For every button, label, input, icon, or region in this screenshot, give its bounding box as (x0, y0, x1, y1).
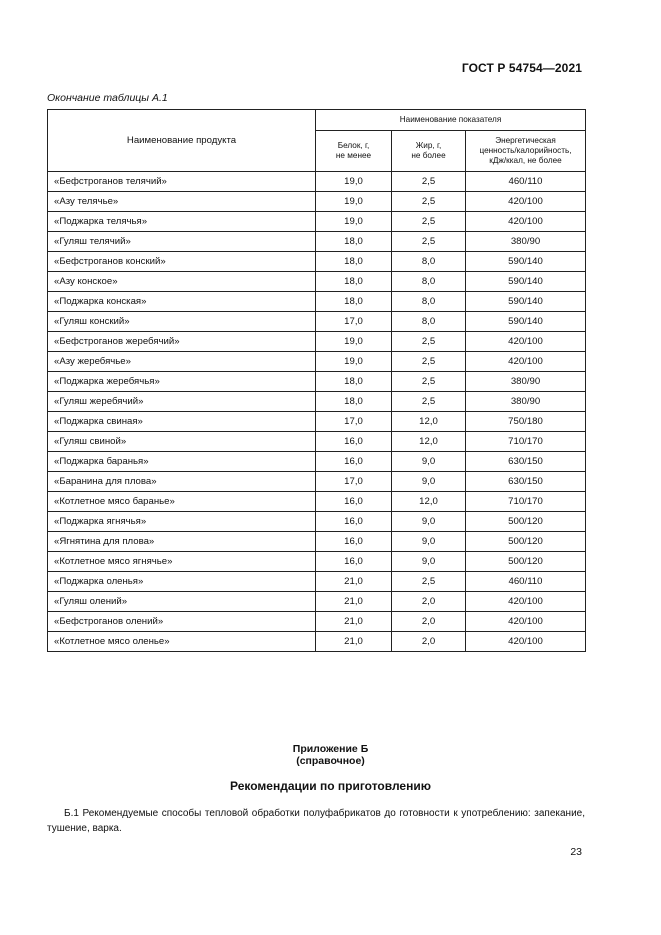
product-name-cell: «Бефстроганов жеребячий» (48, 332, 316, 352)
product-name-cell: «Азу конское» (48, 272, 316, 292)
fat-cell: 9,0 (392, 452, 466, 472)
table-row (48, 372, 586, 392)
table-caption: Окончание таблицы А.1 (47, 92, 168, 104)
table-body (48, 172, 586, 652)
fat-cell: 12,0 (392, 432, 466, 452)
fat-cell: 2,5 (392, 572, 466, 592)
protein-cell: 18,0 (316, 392, 392, 412)
protein-cell: 21,0 (316, 612, 392, 632)
protein-cell: 16,0 (316, 492, 392, 512)
fat-cell: 8,0 (392, 272, 466, 292)
energy-cell: 420/100 (466, 632, 586, 652)
paragraph-b1: Б.1 Рекомендуемые способы тепловой обработки полуфабрикатов до готовности к употреблению: запекание, тушение, варка. (47, 808, 585, 834)
table-row (48, 312, 586, 332)
fat-cell: 8,0 (392, 292, 466, 312)
product-name-cell: «Котлетное мясо ягнячье» (48, 552, 316, 572)
standard-code: ГОСТ Р 54754—2021 (461, 61, 582, 75)
energy-cell: 420/100 (466, 352, 586, 372)
table-row (48, 632, 586, 652)
protein-cell: 19,0 (316, 212, 392, 232)
energy-cell: 380/90 (466, 372, 586, 392)
energy-cell: 710/170 (466, 432, 586, 452)
energy-cell: 500/120 (466, 532, 586, 552)
table-row (48, 512, 586, 532)
fat-cell: 2,0 (392, 592, 466, 612)
table-row (48, 412, 586, 432)
table-row (48, 592, 586, 612)
product-name-cell: «Бефстроганов конский» (48, 252, 316, 272)
energy-cell: 500/120 (466, 552, 586, 572)
nutrition-table (47, 109, 586, 652)
table-row (48, 552, 586, 572)
energy-cell: 380/90 (466, 232, 586, 252)
fat-cell: 12,0 (392, 492, 466, 512)
fat-cell: 2,5 (392, 352, 466, 372)
protein-cell: 18,0 (316, 372, 392, 392)
energy-cell: 420/100 (466, 212, 586, 232)
table-row (48, 352, 586, 372)
product-name-cell: «Гуляш конский» (48, 312, 316, 332)
table-row (48, 252, 586, 272)
fat-cell: 8,0 (392, 252, 466, 272)
fat-cell: 2,0 (392, 612, 466, 632)
fat-cell: 2,5 (392, 332, 466, 352)
fat-cell: 2,5 (392, 372, 466, 392)
header-fat (392, 131, 466, 172)
energy-cell: 750/180 (466, 412, 586, 432)
header-protein-line1: Белок, г, (337, 141, 370, 150)
protein-cell: 18,0 (316, 272, 392, 292)
energy-cell: 420/100 (466, 192, 586, 212)
fat-cell: 9,0 (392, 512, 466, 532)
header-product: Наименование продукта (48, 110, 316, 172)
product-name-cell: «Бефстроганов телячий» (48, 172, 316, 192)
protein-cell: 17,0 (316, 472, 392, 492)
fat-cell: 9,0 (392, 532, 466, 552)
product-name-cell: «Котлетное мясо оленье» (48, 632, 316, 652)
energy-cell: 460/110 (466, 572, 586, 592)
header-energy-line1: Энергетическая (495, 136, 556, 145)
protein-cell: 17,0 (316, 312, 392, 332)
fat-cell: 2,5 (392, 172, 466, 192)
energy-cell: 630/150 (466, 472, 586, 492)
product-name-cell: «Поджарка баранья» (48, 452, 316, 472)
protein-cell: 18,0 (316, 252, 392, 272)
table-row (48, 572, 586, 592)
section-title: Рекомендации по приготовлению (230, 779, 431, 793)
fat-cell: 2,5 (392, 392, 466, 412)
fat-cell: 2,5 (392, 212, 466, 232)
product-name-cell: «Азу телячье» (48, 192, 316, 212)
table-row (48, 392, 586, 412)
product-name-cell: «Гуляш свиной» (48, 432, 316, 452)
fat-cell: 9,0 (392, 472, 466, 492)
table-row (48, 172, 586, 192)
product-name-cell: «Бефстроганов олений» (48, 612, 316, 632)
protein-cell: 21,0 (316, 572, 392, 592)
energy-cell: 380/90 (466, 392, 586, 412)
table-row (48, 492, 586, 512)
product-name-cell: «Поджарка телячья» (48, 212, 316, 232)
protein-cell: 18,0 (316, 232, 392, 252)
product-name-cell: «Поджарка ягнячья» (48, 512, 316, 532)
fat-cell: 2,5 (392, 232, 466, 252)
product-name-cell: «Поджарка оленья» (48, 572, 316, 592)
energy-cell: 420/100 (466, 612, 586, 632)
energy-cell: 590/140 (466, 292, 586, 312)
energy-cell: 500/120 (466, 512, 586, 532)
page-number: 23 (570, 846, 582, 858)
protein-cell: 16,0 (316, 432, 392, 452)
energy-cell: 460/110 (466, 172, 586, 192)
header-protein (316, 131, 392, 172)
header-energy-line2: ценность/калорийность, (479, 146, 572, 155)
appendix-heading (0, 743, 661, 767)
protein-cell: 18,0 (316, 292, 392, 312)
energy-cell: 420/100 (466, 332, 586, 352)
product-name-cell: «Ягнятина для плова» (48, 532, 316, 552)
energy-cell: 590/140 (466, 312, 586, 332)
product-name-cell: «Поджарка свиная» (48, 412, 316, 432)
table-row (48, 272, 586, 292)
table-row (48, 612, 586, 632)
table-row (48, 332, 586, 352)
protein-cell: 16,0 (316, 452, 392, 472)
appendix-subtitle: (справочное) (296, 755, 365, 767)
product-name-cell: «Баранина для плова» (48, 472, 316, 492)
header-fat-line2: не более (411, 151, 446, 160)
product-name-cell: «Гуляш олений» (48, 592, 316, 612)
fat-cell: 9,0 (392, 552, 466, 572)
table-row (48, 532, 586, 552)
header-indicator-group: Наименование показателя (316, 110, 586, 131)
header-energy (466, 131, 586, 172)
protein-cell: 19,0 (316, 352, 392, 372)
header-energy-line3: кДж/ккал, не более (489, 156, 562, 165)
energy-cell: 590/140 (466, 252, 586, 272)
energy-cell: 590/140 (466, 272, 586, 292)
product-name-cell: «Котлетное мясо баранье» (48, 492, 316, 512)
table-row (48, 212, 586, 232)
table-row (48, 472, 586, 492)
table-row (48, 432, 586, 452)
protein-cell: 19,0 (316, 172, 392, 192)
energy-cell: 630/150 (466, 452, 586, 472)
protein-cell: 21,0 (316, 592, 392, 612)
table-row (48, 192, 586, 212)
product-name-cell: «Поджарка жеребячья» (48, 372, 316, 392)
protein-cell: 19,0 (316, 192, 392, 212)
protein-cell: 17,0 (316, 412, 392, 432)
table-row (48, 232, 586, 252)
fat-cell: 8,0 (392, 312, 466, 332)
fat-cell: 12,0 (392, 412, 466, 432)
protein-cell: 16,0 (316, 532, 392, 552)
protein-cell: 16,0 (316, 552, 392, 572)
protein-cell: 19,0 (316, 332, 392, 352)
appendix-title: Приложение Б (292, 743, 369, 755)
product-name-cell: «Гуляш телячий» (48, 232, 316, 252)
product-name-cell: «Гуляш жеребячий» (48, 392, 316, 412)
table-row (48, 292, 586, 312)
header-protein-line2: не менее (335, 151, 372, 160)
protein-cell: 21,0 (316, 632, 392, 652)
energy-cell: 420/100 (466, 592, 586, 612)
table-row (48, 452, 586, 472)
header-fat-line1: Жир, г, (415, 141, 442, 150)
fat-cell: 2,5 (392, 192, 466, 212)
protein-cell: 16,0 (316, 512, 392, 532)
product-name-cell: «Азу жеребячье» (48, 352, 316, 372)
energy-cell: 710/170 (466, 492, 586, 512)
product-name-cell: «Поджарка конская» (48, 292, 316, 312)
fat-cell: 2,0 (392, 632, 466, 652)
